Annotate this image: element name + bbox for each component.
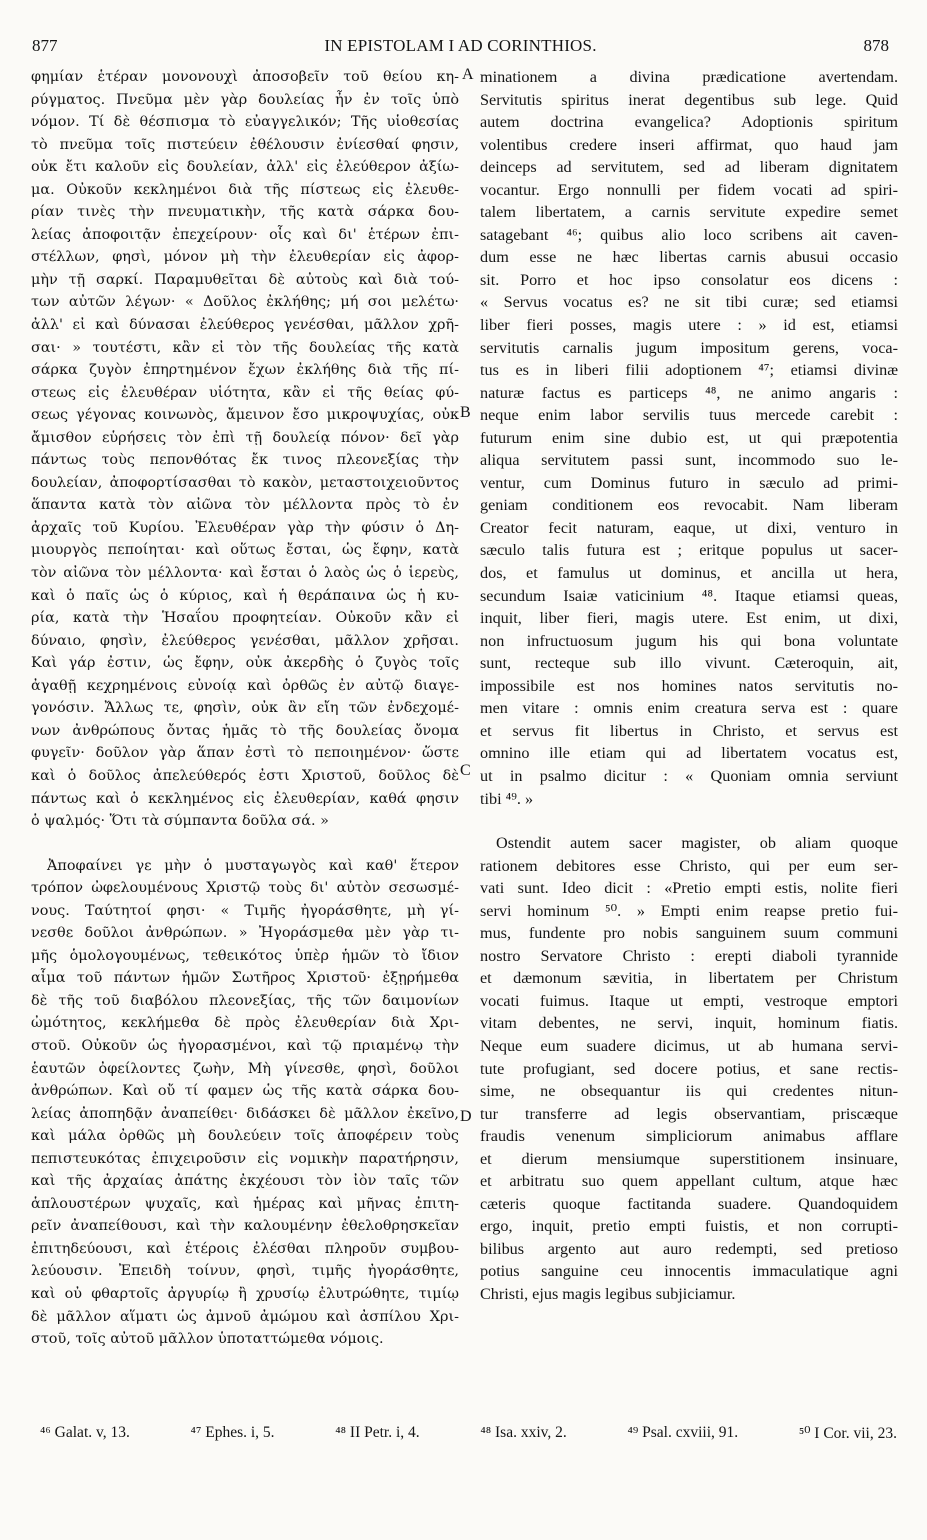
text-line: μῆς ὁμολογουμένως, τεθεικότος ὑπὲρ ἡμῶν τὸ ἴδιον (31, 947, 459, 964)
text-line: volentibus credere inseri affirmat, quo haud jam (480, 135, 898, 154)
text-line: Καὶ γάρ ἐστιν, ὡς ἔφην, οὐκ ἀκερδὴς ὁ ζυγὸς τοῖς (31, 655, 459, 672)
text-line: Servitutis spiritus inerat degentibus sub lege. Quid (480, 90, 898, 109)
text-line: non infructuosum jugum his qui bona voluntate (480, 631, 898, 650)
text-line: ρεῖν ἀναπείθουσι, καὶ τὴν καλουμένην ἐθελοθρησκεῖαν (31, 1218, 459, 1235)
footnote: ⁴⁶ Galat. v, 13. (40, 1424, 130, 1441)
text-line: servitutis carnalis jugum impositum gerens, voca- (480, 338, 898, 357)
text-line: tus es in liberi filii adoptionem ⁴⁷; etiamsi divinæ (480, 361, 898, 380)
text-line: talem libertatem, a carnis servitute expedire semet (480, 203, 898, 222)
text-line: γονόσιν. Ἄλλως τε, φησὶν, οὐκ ἂν εἴη τῶν ἐνδεχομέ- (31, 700, 459, 717)
text-line: fraudis venenum simpliciorum animabus afflare (480, 1127, 898, 1146)
text-line: μιουργὸς πεποίηται· καὶ οὕτως ἔσται, ὡς ἔφην, κατὰ (31, 542, 459, 559)
text-line: geniam conditionem eos revocabit. Nam liberam (480, 496, 898, 515)
text-line: tur transferre ad legis observantiam, priscæque (480, 1104, 898, 1123)
text-line: bilibus argento aut auro redempti, sed pretioso (480, 1239, 898, 1258)
text-line: et dierum mensiumque superstitionem insinuare, (480, 1149, 898, 1168)
text-line: σάρκα ζυγὸν ἐπηρτημένον ἔχων ἐκλήθης διὰ τῆς πί- (31, 362, 459, 379)
text-line: « Servus vocatus es? ne sit tibi curæ; sed etiamsi (480, 293, 898, 312)
text-line: cæteris quoque factitanda suadere. Quandoquidem (480, 1194, 898, 1213)
text-line: sæculo talis futura est ; eritque populus ut sacer- (480, 541, 898, 560)
text-line: λείας ἀποπηδᾷν ἀναπείθει· διδάσκει δὲ μᾶλλον ἐκεῖνο, (31, 1105, 459, 1122)
text-line: sime, ne obsequantur iis qui credentes nitun- (480, 1082, 898, 1101)
text-line: Creator fecit naturam, eaque, ut dixi, venturo in (480, 518, 898, 537)
text-line: ρύγματος. Πνεῦμα μὲν γὰρ δουλείας ἦν ἐν τοῖς ὑπὸ (31, 91, 459, 108)
text-line: sit. Porro et hoc ipso consolatur eos dicens : (480, 270, 898, 289)
paragraph-gap (480, 810, 898, 832)
page-number-left: 877 (32, 36, 58, 55)
text-line: φημίαν ἑτέραν μονονουχὶ ἀποσοβεῖν τοῦ θείου κη- (31, 69, 459, 85)
text-line: στοῦ. Οὐκοῦν ὡς ἠγορασμένοι, καὶ τῷ πριαμένῳ τὴν (31, 1037, 459, 1054)
text-line: τὸν αἰῶνα τὸν μέλλοντα· καὶ ἔσται ὁ λαὸς ὡς ὁ ἱερεὺς, (31, 565, 459, 582)
text-line: vocati fuimus. Itaque ut empti, vestroque emptori (480, 991, 898, 1010)
footnote: ⁴⁸ Isa. xxiv, 2. (480, 1424, 567, 1441)
text-line: potius sanguine ceu innocentis immaculatique agni (480, 1262, 898, 1281)
text-line: satagebant ⁴⁶; quibus alio loco scribens ait caven- (480, 225, 898, 244)
text-line: ὁ ψαλμός· Ὅτι τὰ σύμπαντα δοῦλα σά. » (31, 813, 329, 830)
text-line: ρίαν τινὲς τὴν πνευματικὴν, τῆς κατὰ σάρκα δου- (31, 204, 459, 221)
text-line: σαι· » τουτέστι, κἂν εἰ τὸν τῆς δουλείας τῆς κατὰ (31, 339, 459, 356)
text-line: νων ἀνθρώπους ὄντας ἡμᾶς τὸ τῆς δουλείας ὄνομα (31, 722, 459, 739)
text-line: ἀρχαῖς τοῦ Κυρίου. Ἐλευθέραν γὰρ τὴν φύσιν ὁ Δη- (31, 519, 459, 536)
text-line: nostro Servatore Christo : erepti diaboli tyrannide (480, 946, 898, 965)
footnote: ⁴⁷ Ephes. i, 5. (190, 1424, 275, 1441)
text-line: νεσθε δοῦλοι ἀνθρώπων. » Ἠγοράσμεθα μὲν γὰρ τι- (31, 925, 459, 942)
text-line: ἐπιτηδεύουσι, καὶ ἑτέροις ἐλέσθαι πληροῦν συμβου- (31, 1240, 459, 1257)
text-line: ἅπαντα κατὰ τὸν αἰῶνα τὸν μέλλοντα πρὸς τὸ ἐν (31, 497, 459, 514)
text-line: ergo, inquit, pretio empti fuistis, et non corrupti- (480, 1217, 898, 1236)
text-line: νους. Ταύτητοί φησι· « Τιμῆς ἠγοράσθητε, μὴ γί- (31, 902, 459, 919)
margin-letter-b: B (460, 404, 471, 421)
text-line: καὶ ὁ παῖς ὡς ὁ κύριος, καὶ ἡ θεράπαινα ὡς ἡ κυ- (31, 587, 459, 604)
text-line: δὲ μᾶλλον αἵματι ὡς ἀμνοῦ ἀμώμου καὶ ἀσπίλου Χρι- (31, 1308, 459, 1325)
text-line: et servus fit libertus in Christo, et servus est (480, 721, 898, 740)
text-line: καὶ μάλα ὀρθῶς μὴ δουλεύειν τοῖς ἀποφέρειν τοὺς (31, 1128, 459, 1145)
text-line: πάντως καὶ ὁ κεκλημένος εἰς ἐλευθερίαν, καθά φησιν (31, 790, 459, 807)
footnote: ⁴⁹ Psal. cxviii, 91. (627, 1424, 739, 1441)
text-line: ventur, cum Dominus futuro in sæculo ad primi- (480, 473, 898, 492)
text-line: servi hominum ⁵⁰. » Empti enim reapse pretio fui- (480, 901, 898, 920)
text-line: Ἀποφαίνει γε μὴν ὁ μυσταγωγὸς καὶ καθ' ἕτερον (47, 857, 459, 874)
text-line: στεως εἰς ἐλευθέραν υἱότητα, κἂν εἰ τῆς θείας φύ- (31, 384, 459, 401)
text-line: vocantur. Ergo nonnulli per fidem vocati ad spiri- (480, 180, 898, 199)
text-line: νόμον. Τί δὲ θέσπισμα τὸ εὐαγγελικόν; Τῆς υἱοθεσίας (31, 114, 459, 131)
text-line: omnino ille etiam qui ad libertatem vocatus est, (480, 744, 898, 763)
text-line: ἀνθρώπων. Καὶ οὔ τί φαμεν ὡς τῆς κατὰ σάρκα δου- (31, 1083, 459, 1100)
text-line: τρόπον ὠφελουμένους Χριστῷ τοὺς δι' αὐτὸν σεσωσμέ- (31, 880, 459, 897)
text-line: δουλείαν, ἀποφορτίσασθαι τὸ κακὸν, μεταστοιχειοῦντος (31, 474, 459, 491)
text-line: dos, et famulus ut dominus, et ancilla ut hera, (480, 564, 898, 583)
text-line: ut in psalmo dicitur : « Quoniam omnia serviunt (480, 766, 898, 785)
text-line: sunt, recteque sub illo vivunt. Cæteroquin, ait, (480, 654, 898, 673)
text-line: καὶ τῆς ἀρχαίας ἀπάτης ἐκχέουσι τὸν ἰὸν ταῖς τῶν (31, 1173, 459, 1190)
text-line: σεως γέγονας κοινωνὸς, ἄμεινον ἔσο μικροψυχίας, οὐκ (31, 407, 459, 424)
text-line: στοῦ, τοῖς αὐτοῦ μᾶλλον ὑποταττώμεθα νόμοις. (31, 1331, 384, 1348)
text-line: μὴν τῇ σαρκί. Παραμυθεῖται δὲ αὐτοὺς καὶ διὰ τού- (31, 271, 459, 288)
text-line: et dæmonum sævitia, in libertatem per Christum (480, 969, 898, 988)
text-line: δύναιο, φησὶν, ἐλεύθερος γενέσθαι, μᾶλλον χρῆσαι. (31, 632, 459, 649)
page-number-right: 878 (863, 36, 889, 55)
text-line: ρία, κατὰ τὴν Ἡσαΐου προφητείαν. Οὐκοῦν κἂν εἰ (31, 610, 459, 627)
text-line: ἁπλουστέρων ψυχαῖς, καὶ ἡμέρας καὶ μῆνας ἐπιτη- (31, 1195, 459, 1212)
text-line: ὠμότητος, κεκλήμεθα δὲ πρὸς ἐλευθερίαν διὰ Χρι- (31, 1015, 459, 1032)
text-line: futurum enim sine dubio est, ut qui præpotentia (480, 428, 898, 447)
margin-letter-c: C (460, 762, 471, 779)
text-line: naturæ factus es particeps ⁴⁸, ne animo angaris : (480, 383, 898, 402)
text-line: rationem debitores esse Christo, qui per eum ser- (480, 856, 898, 875)
text-line: καὶ ὁ δοῦλος ἀπελεύθερός ἐστι Χριστοῦ, δοῦλος δὲ (31, 767, 459, 784)
running-title: IN EPISTOLAM I AD CORINTHIOS. (324, 36, 597, 55)
text-line: ἄμισθον εὑρήσεις τὸν ἐπὶ τῇ δουλείᾳ πόνον· δεῖ γὰρ (31, 429, 459, 446)
text-line: liber fieri posses, magis utere : » id est, etiamsi (480, 316, 898, 335)
text-line: tibi ⁴⁹. » (480, 789, 534, 808)
text-line: δὲ τῆς τοῦ διαβόλου πλεονεξίας, τῆς τῶν δαιμονίων (31, 992, 459, 1009)
text-line: μα. Οὐκοῦν κεκλημένοι διὰ τῆς πίστεως εἰς ἐλευθε- (31, 181, 459, 198)
page-header (32, 36, 889, 62)
text-line: καὶ οὐ φθαρτοῖς ἀργυρίῳ ἢ χρυσίῳ ἐλυτρώθητε, τιμίῳ (31, 1285, 459, 1302)
text-line: tute profugiant, sed docere potius, et sane rectis- (480, 1059, 898, 1078)
margin-letter-a: A (462, 66, 474, 83)
greek-column (31, 66, 459, 1351)
margin-letter-d: D (460, 1108, 472, 1125)
text-line: τὸ πνεῦμα τοῖς πιστεύειν ἐθέλουσιν ἐνίεσθαί φησιν, (31, 136, 459, 153)
text-line: neque enim labor servilis tuus mercede carebit : (480, 406, 898, 425)
footnotes (40, 1424, 897, 1454)
text-line: ἀλλ' εἰ καὶ δύνασαι ἐλεύθερος γενέσθαι, μᾶλλον χρῆ- (31, 317, 459, 334)
text-line: et arbitratu suo quem appellant cultum, atque hæc (480, 1172, 898, 1191)
text-line: ἑαυτῶν ὀφείλοντες ζωὴν, Μὴ γίνεσθε, φησὶ, δοῦλοι (31, 1060, 459, 1077)
text-line: Neque eum suadere dicimus, ut ab humana servi- (480, 1036, 898, 1055)
text-line: minationem a divina prædicatione avertendam. (480, 68, 898, 86)
text-line: Ostendit autem sacer magister, ob aliam quoque (496, 834, 898, 853)
text-line: impossibile est nos homines natos servitutis no- (480, 676, 898, 695)
text-line: λείας ἀποφοιτᾷν ἐπεχείρουν· οἷς καὶ δι' ἑτέρων ἐπι- (31, 226, 459, 243)
text-line: οὐκ ἔτι καλοῦν εἰς δουλείαν, ἀλλ' εἰς ἐλεύθερον ἀξίω- (31, 159, 459, 176)
footnote: ⁴⁸ II Petr. i, 4. (335, 1424, 420, 1441)
text-line: στέλλων, φησὶ, μόνον μὴ τὴν ἐλευθερίαν εἰς ἀφορ- (31, 249, 459, 266)
text-line: inquit, liber fieri, magis utere. Est enim, ut dixi, (480, 609, 898, 628)
text-line: πεπιστευκότας ἐπιχειροῦσιν εἰς νομικὴν παρατήρησιν, (31, 1150, 459, 1167)
text-line: men vitare : omnis enim creatura serva est : quare (480, 699, 898, 718)
latin-column (480, 66, 898, 1306)
text-line: Christi, ejus magis legibus subjiciamur. (480, 1284, 736, 1303)
footnote: ⁵⁰ I Cor. vii, 23. (798, 1425, 897, 1442)
text-line: πάντως τοὺς πεπονθότας ἔκ τινος πλεονεξίας τὴν (31, 452, 459, 469)
text-line: vitam debentes, ne servi, inquit, hominum fiatis. (480, 1014, 898, 1033)
text-line: aliqua servitutem passi sunt, incommodo suo le- (480, 451, 898, 470)
text-line: autem doctrina evangelica? Adoptionis spiritum (480, 113, 898, 132)
text-line: λεύουσιν. Ἐπειδὴ τοίνυν, φησὶ, τιμῆς ἠγοράσθητε, (31, 1263, 459, 1280)
text-line: dum esse ne hæc libertas carnis abusui occasio (480, 248, 898, 267)
text-line: ἀγαθῇ κεχρημένοις εὐνοίᾳ καὶ ὀρθῶς ἐν αὐτῷ διαγε- (31, 677, 459, 694)
text-line: φυγεῖν· δοῦλον γὰρ ἅπαν ἐστὶ τὸ πεποιημένον· ὥστε (31, 745, 459, 762)
text-line: mus, fundente pro nobis sanguinem suum communi (480, 924, 898, 943)
text-line: deinceps ad servitutem, sed ad liberam dignitatem (480, 158, 898, 177)
paragraph-gap (31, 833, 459, 855)
text-line: secundum Isaiæ vaticinium ⁴⁸. Itaque etiamsi queas, (480, 586, 898, 605)
text-line: vati sunt. Ideo dicit : «Pretio empti estis, nolite fieri (480, 879, 898, 898)
text-line: αἷμα τοῦ πάντων ἡμῶν Σωτῆρος Χριστοῦ· ἐξῃρήμεθα (31, 970, 459, 987)
text-line: των αὐτῶν λέγων· « Δοῦλος ἐκλήθης; μή σοι μελέτω· (31, 294, 459, 311)
